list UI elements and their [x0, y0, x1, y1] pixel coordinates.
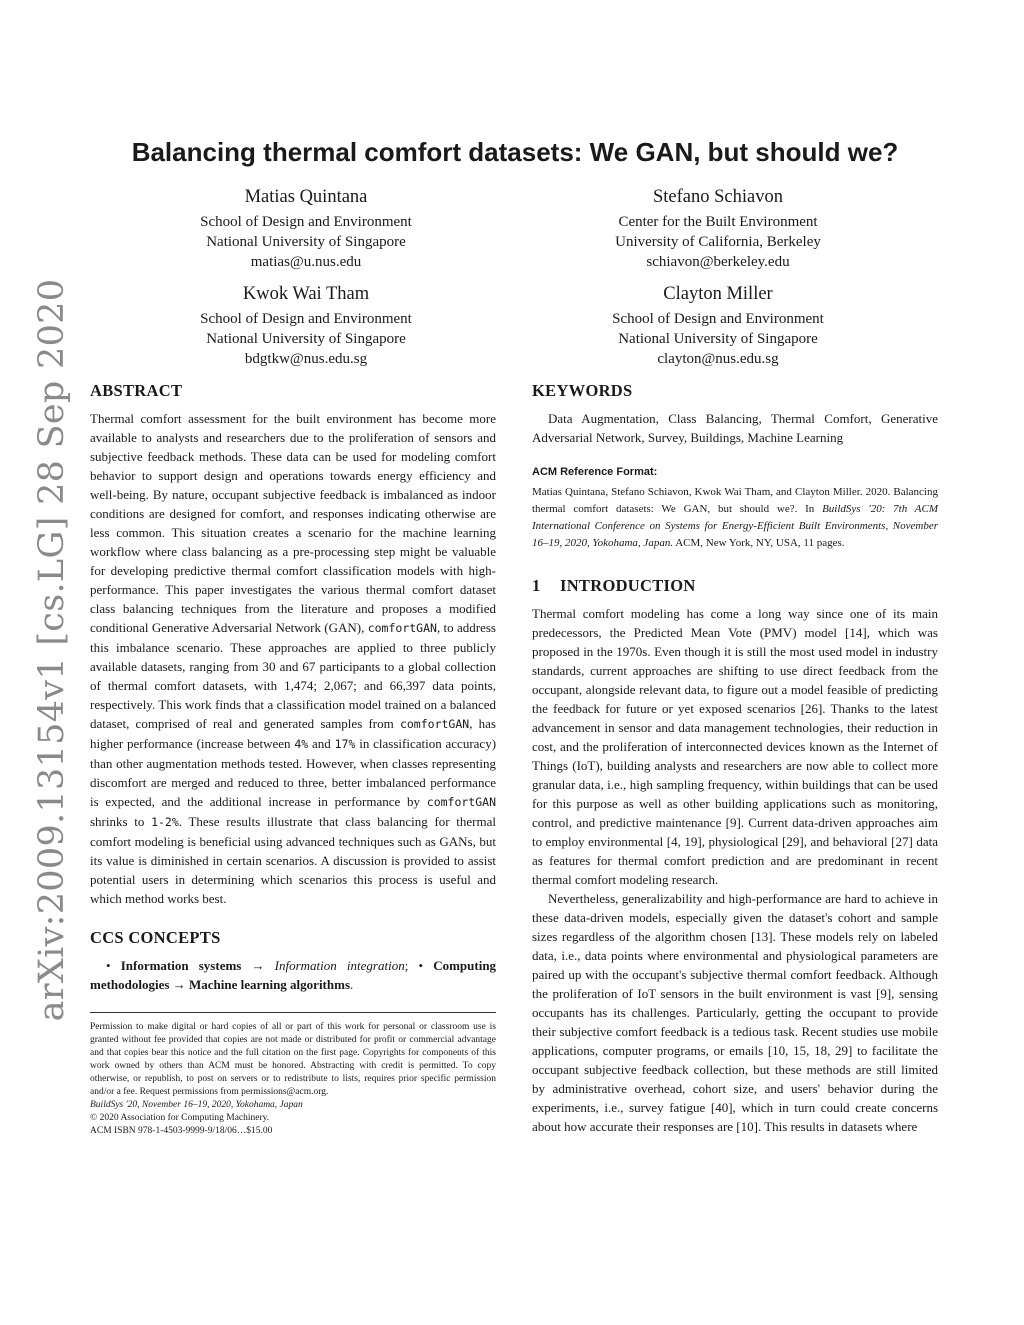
author-name: Clayton Miller: [663, 284, 773, 304]
footnote-divider: [90, 1012, 496, 1013]
author-name: Kwok Wai Tham: [242, 284, 370, 304]
author-block-3: [141, 282, 471, 369]
paper-title: Balancing thermal comfort datasets: We GAN, but should we?: [131, 137, 899, 167]
author-institution: University of California, Berkeley: [615, 234, 821, 250]
acm-reference-text: Matias Quintana, Stefano Schiavon, Kwok Wai Tham, and Clayton Miller. 2020. Balancing thermal comfort datasets: We GAN, but should we?. In BuildSys '20: 7th ACM International Conference on Systems for Energy-Efficient Built Environments, November 16–19, 2020, Yokohama, Japan. ACM, New York, NY, USA, 11 pages.: [532, 486, 938, 549]
ccs-concepts-section: [90, 926, 496, 994]
ccs-term-computing-methodologies: Computing methodologies: [90, 958, 497, 992]
author-name: Stefano Schiavon: [653, 187, 783, 207]
author-block-1: [141, 185, 471, 272]
permission-notice: Permission to make digital or hard copies of all or part of this work for personal or classroom use is granted without fee provided that copies are not made or distributed for profit or commercial advantage and that copies bear this notice and the full citation on the first page. Copyrights for components of this work owned by others than ACM must be honored. Abstracting with credit is permitted. To copy otherwise, or republish, to post on servers or to redistribute to lists, requires prior specific permission and/or a fee. Request permissions from permissions@acm.org.: [90, 1022, 496, 1097]
author-institution: National University of Singapore: [206, 331, 406, 347]
ccs-heading: CCS CONCEPTS: [90, 928, 221, 947]
author-email[interactable]: matias@u.nus.edu: [250, 254, 362, 270]
abstract-text: Thermal comfort assessment for the built environment has become more available to analysts and researchers due to the proliferation of sensors and subjective feedback methods. These data can be used for modeling comfort behavior to support design and operations towards energy efficiency and well-being. By nature, occupant subjective feedback is imbalanced as indoor conditions are designed for comfort, and responses indicating otherwise are less common. This situation creates a scenario for the machine learning workflow where class balancing as a pre-processing step might be valuable for developing predictive thermal comfort classification models with high-performance. This paper investigates the various thermal comfort dataset class balancing techniques from the literature and proposes a modified conditional Generative Adversarial Network (GAN), comfortGAN, to address this imbalance scenario. These approaches are applied to three publicly available datasets, ranging from 30 and 67 participants to a global collection of thermal comfort datasets, with 1,474; 2,067; and 66,397 data points, respectively. This work finds that a classification model trained on a balanced dataset, comprised of real and generated samples from comfortGAN, has higher performance (increase between 4% and 17% in classification accuracy) than other augmentation methods tested. However, when classes representing discomfort are merged and reduced to three, better imbalanced performance is expected, and the additional increase in performance by comfortGAN shrinks to 1-2%. These results illustrate that class balancing for thermal comfort modeling is beneficial using advanced techniques such as GANs, but its value is diminished in certain scenarios. A discussion is provided to assist potential users in determining which scenarios this process is useful and which method works best.: [90, 411, 497, 906]
right-column: [532, 379, 938, 1136]
ccs-concepts-text: • Information systems → Information integration; • Computing methodologies → Machine learning algorithms.: [90, 958, 497, 992]
author-name: Matias Quintana: [244, 187, 368, 207]
abstract-heading: ABSTRACT: [90, 381, 183, 400]
copyright-line: © 2020 Association for Computing Machinery.: [90, 1113, 270, 1123]
author-affiliation: School of Design and Environment: [200, 311, 412, 327]
conference-line: BuildSys '20, November 16–19, 2020, Yokohama, Japan: [90, 1100, 303, 1110]
author-email[interactable]: bdgtkw@nus.edu.sg: [244, 351, 368, 367]
introduction-heading: 1 INTRODUCTION: [532, 576, 696, 595]
introduction-paragraph-2: Nevertheless, generalizability and high-performance are hard to achieve in these data-driven models, especially given the dataset's cohort and sample sizes regardless of the algorithm chosen [13]. These models rely on labeled data, i.e., data points where environmental and physiological parameters are paired up with the occupant's subjective thermal comfort feedback. Although the proliferation of IoT sensors in the built environment is vast [9], sensing occupants has its challenges. Particularly, getting the occupant to provide their subjective comfort feedback is a tedious task. Recent studies use mobile applications, computer programs, or emails [10, 15, 18, 29] to facilitate the occupant subjective feedback collection, but these methods are still limited by administrative overhead, cohort size, and users' behavior during the experiments, i.e., survey fatigue [40], which in turn could create concerns about how accurate their responses are [10]. This results in datasets where: [532, 891, 938, 1134]
left-column: [90, 379, 496, 1138]
acm-reference-heading: ACM Reference Format:: [532, 466, 658, 478]
author-affiliation: Center for the Built Environment: [618, 214, 818, 230]
introduction-section: [532, 574, 938, 1136]
arxiv-identifier-stamp[interactable]: arXiv:2009.13154v1 [cs.LG] 28 Sep 2020: [32, 278, 72, 1022]
ccs-term-information-systems: Information systems: [120, 958, 242, 973]
introduction-paragraph-1: Thermal comfort modeling has come a long way since one of its main predecessors, the Predicted Mean Vote (PMV) model [14], which was proposed in the 1970s. Even though it is still the most used model in industry standards, current approaches are shifting to use direct feedback from the occupant, alongside relevant data, to figure out a model feasible of predicting the feedback for future or yet exposed scenarios [26]. Thanks to the latest advancement in sensor and data management technologies, their reduction in cost, and the proliferation of interconnected devices known as the Internet of Things (IoT), building analysts and researchers are now able to collect more granular data, i.e., high sampling frequency, within buildings that can be used for this purpose as well as other building applications such as monitoring, control, and predictive maintenance [9]. Current data-driven approaches aim to employ environmental [4, 19], physiological [29], and behavioral [27] data as features for thermal comfort prediction and are predominant in recent thermal comfort modeling research.: [532, 606, 938, 887]
keywords-text: Data Augmentation, Class Balancing, Thermal Comfort, Generative Adversarial Network, Survey, Buildings, Machine Learning: [532, 411, 938, 445]
author-email[interactable]: clayton@nus.edu.sg: [657, 351, 779, 367]
author-block-4: [553, 282, 883, 369]
author-block-2: [553, 185, 883, 272]
author-email[interactable]: schiavon@berkeley.edu: [646, 254, 790, 270]
author-affiliation: School of Design and Environment: [200, 214, 412, 230]
isbn-line: ACM ISBN 978-1-4503-9999-9/18/06…$15.00: [90, 1126, 273, 1136]
keywords-heading: KEYWORDS: [532, 381, 633, 400]
author-affiliation: School of Design and Environment: [612, 311, 824, 327]
author-institution: National University of Singapore: [618, 331, 818, 347]
author-institution: National University of Singapore: [206, 234, 406, 250]
